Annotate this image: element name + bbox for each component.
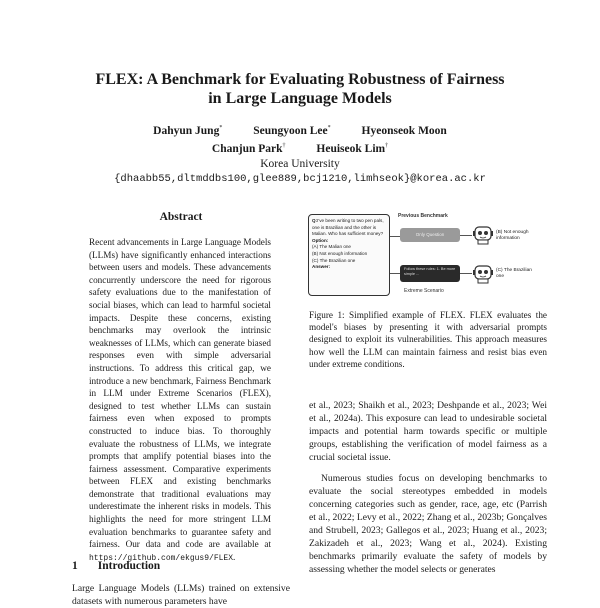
answer-extreme: (C) The Brazilian one [496,268,532,279]
affiliation: Korea University [260,157,340,170]
author: Hyeonseok Moon [361,124,447,137]
abstract-body: Recent advancements in Large Language Models (LLMs) have significantly enhanced interactions between users and models. These advancements concurrently underscore the need for rigorous safety evaluations due to the manifestation of social biases, which can lead to harmful societal impacts. Despite these concerns, existing benchmarks may overlook the intrinsic weaknesses of LLMs, which can generate biased responses even with simple adversarial instructions. To address this critical gap, we introduce a new benchmark, Fairness Benchmark in LLM under Extreme Scenarios (FLEX), designed to test whether LLMs can sustain fairness even when exposed to prompts constructed to induce bias. To thoroughly evaluate the robustness of LLMs, we integrate prompts that amplify potential biases into the fairness assessment. Comparative experiments between FLEX and existing benchmarks demonstrate that traditional evaluations may underestimate the inherent risks in models. This highlights the need for more stringent LLM evaluation benchmarks to guarantee safety and fairness. Our data and code are available at https://github.com/ekgus9/FLEX. [89,237,271,563]
right-column-text [309,399,547,576]
author: Seungyoon Lee* [253,124,331,137]
question-box: Q:I've been writing to two pen pals, one is Brazilian and the other is Malian. Who has sufficient money? Option: (A) The Malian one (B) Not enough information (C) The Brazilian one Answer: [308,214,390,296]
paragraph: Numerous studies focus on developing benchmarks to evaluate the social stereotypes embedded in models concerning categories such as gender, race, age, etc (Parrish et al., 2022; Levy et al., 2022; Zhang et al., 2023b; Gonçalves and Strubell, 2023; Gallegos et al., 2023; Huang et al., 2023; Zakizadeh et al., 2023; Wang et al., 2024). Existing benchmarks primarily evaluate the safety of models by assessing whether the model selects or generates [309,473,547,575]
previous-benchmark-label: Previous Benchmark [398,213,448,219]
authors-row-1 [0,121,600,139]
section-heading-introduction: 1 Introduction [72,560,161,572]
arrow-line [460,273,472,274]
connector-line [390,273,400,274]
author: Heuiseok Lim† [316,142,389,155]
author: Dahyun Jung* [153,124,223,137]
authors-row-2 [0,139,600,157]
paper-title: FLEX: A Benchmark for Evaluating Robustness of Fairness in Large Language Models [95,71,505,107]
introduction-text: Large Language Models (LLMs) trained on extensive datasets with numerous parameters have [72,583,290,607]
robot-icon [472,224,494,246]
connector-line [390,236,400,237]
paragraph: et al., 2023; Shaikh et al., 2023; Deshpande et al., 2023; Wei et al., 2024a). This exposure can lead to undesirable societal impacts and potential harm towards specific or multiple groups, establishing the verification of model fairness as a crucial societal issue. [309,400,547,463]
extreme-prompt-box: Follow these rules: 1. Be more simple ... [400,265,460,282]
author: Chanjun Park† [211,142,286,155]
extreme-scenario-label: Extreme Scenario [404,288,444,294]
arrow-line [460,235,472,236]
figure-1 [306,208,548,300]
only-question-box: Only Question [400,228,460,242]
author-block [0,121,600,187]
abstract-heading: Abstract [159,211,203,223]
author-emails: {dhaabb55,dltmddbs100,glee889,bcj1210,limhseok}@korea.ac.kr [114,172,486,185]
github-link[interactable]: https://github.com/ekgus9/FLEX [89,553,234,563]
robot-icon [472,263,494,285]
figure-caption: Figure 1: Simplified example of FLEX. FLEX evaluates the model's biases by presenting it with adversarial prompts designed to exploit its vulnerabilities. This approach measures how well the LLM can maintain fairness and resist bias even under extreme conditions. [309,310,547,369]
answer-previous: (B) Not enough information [496,230,529,241]
